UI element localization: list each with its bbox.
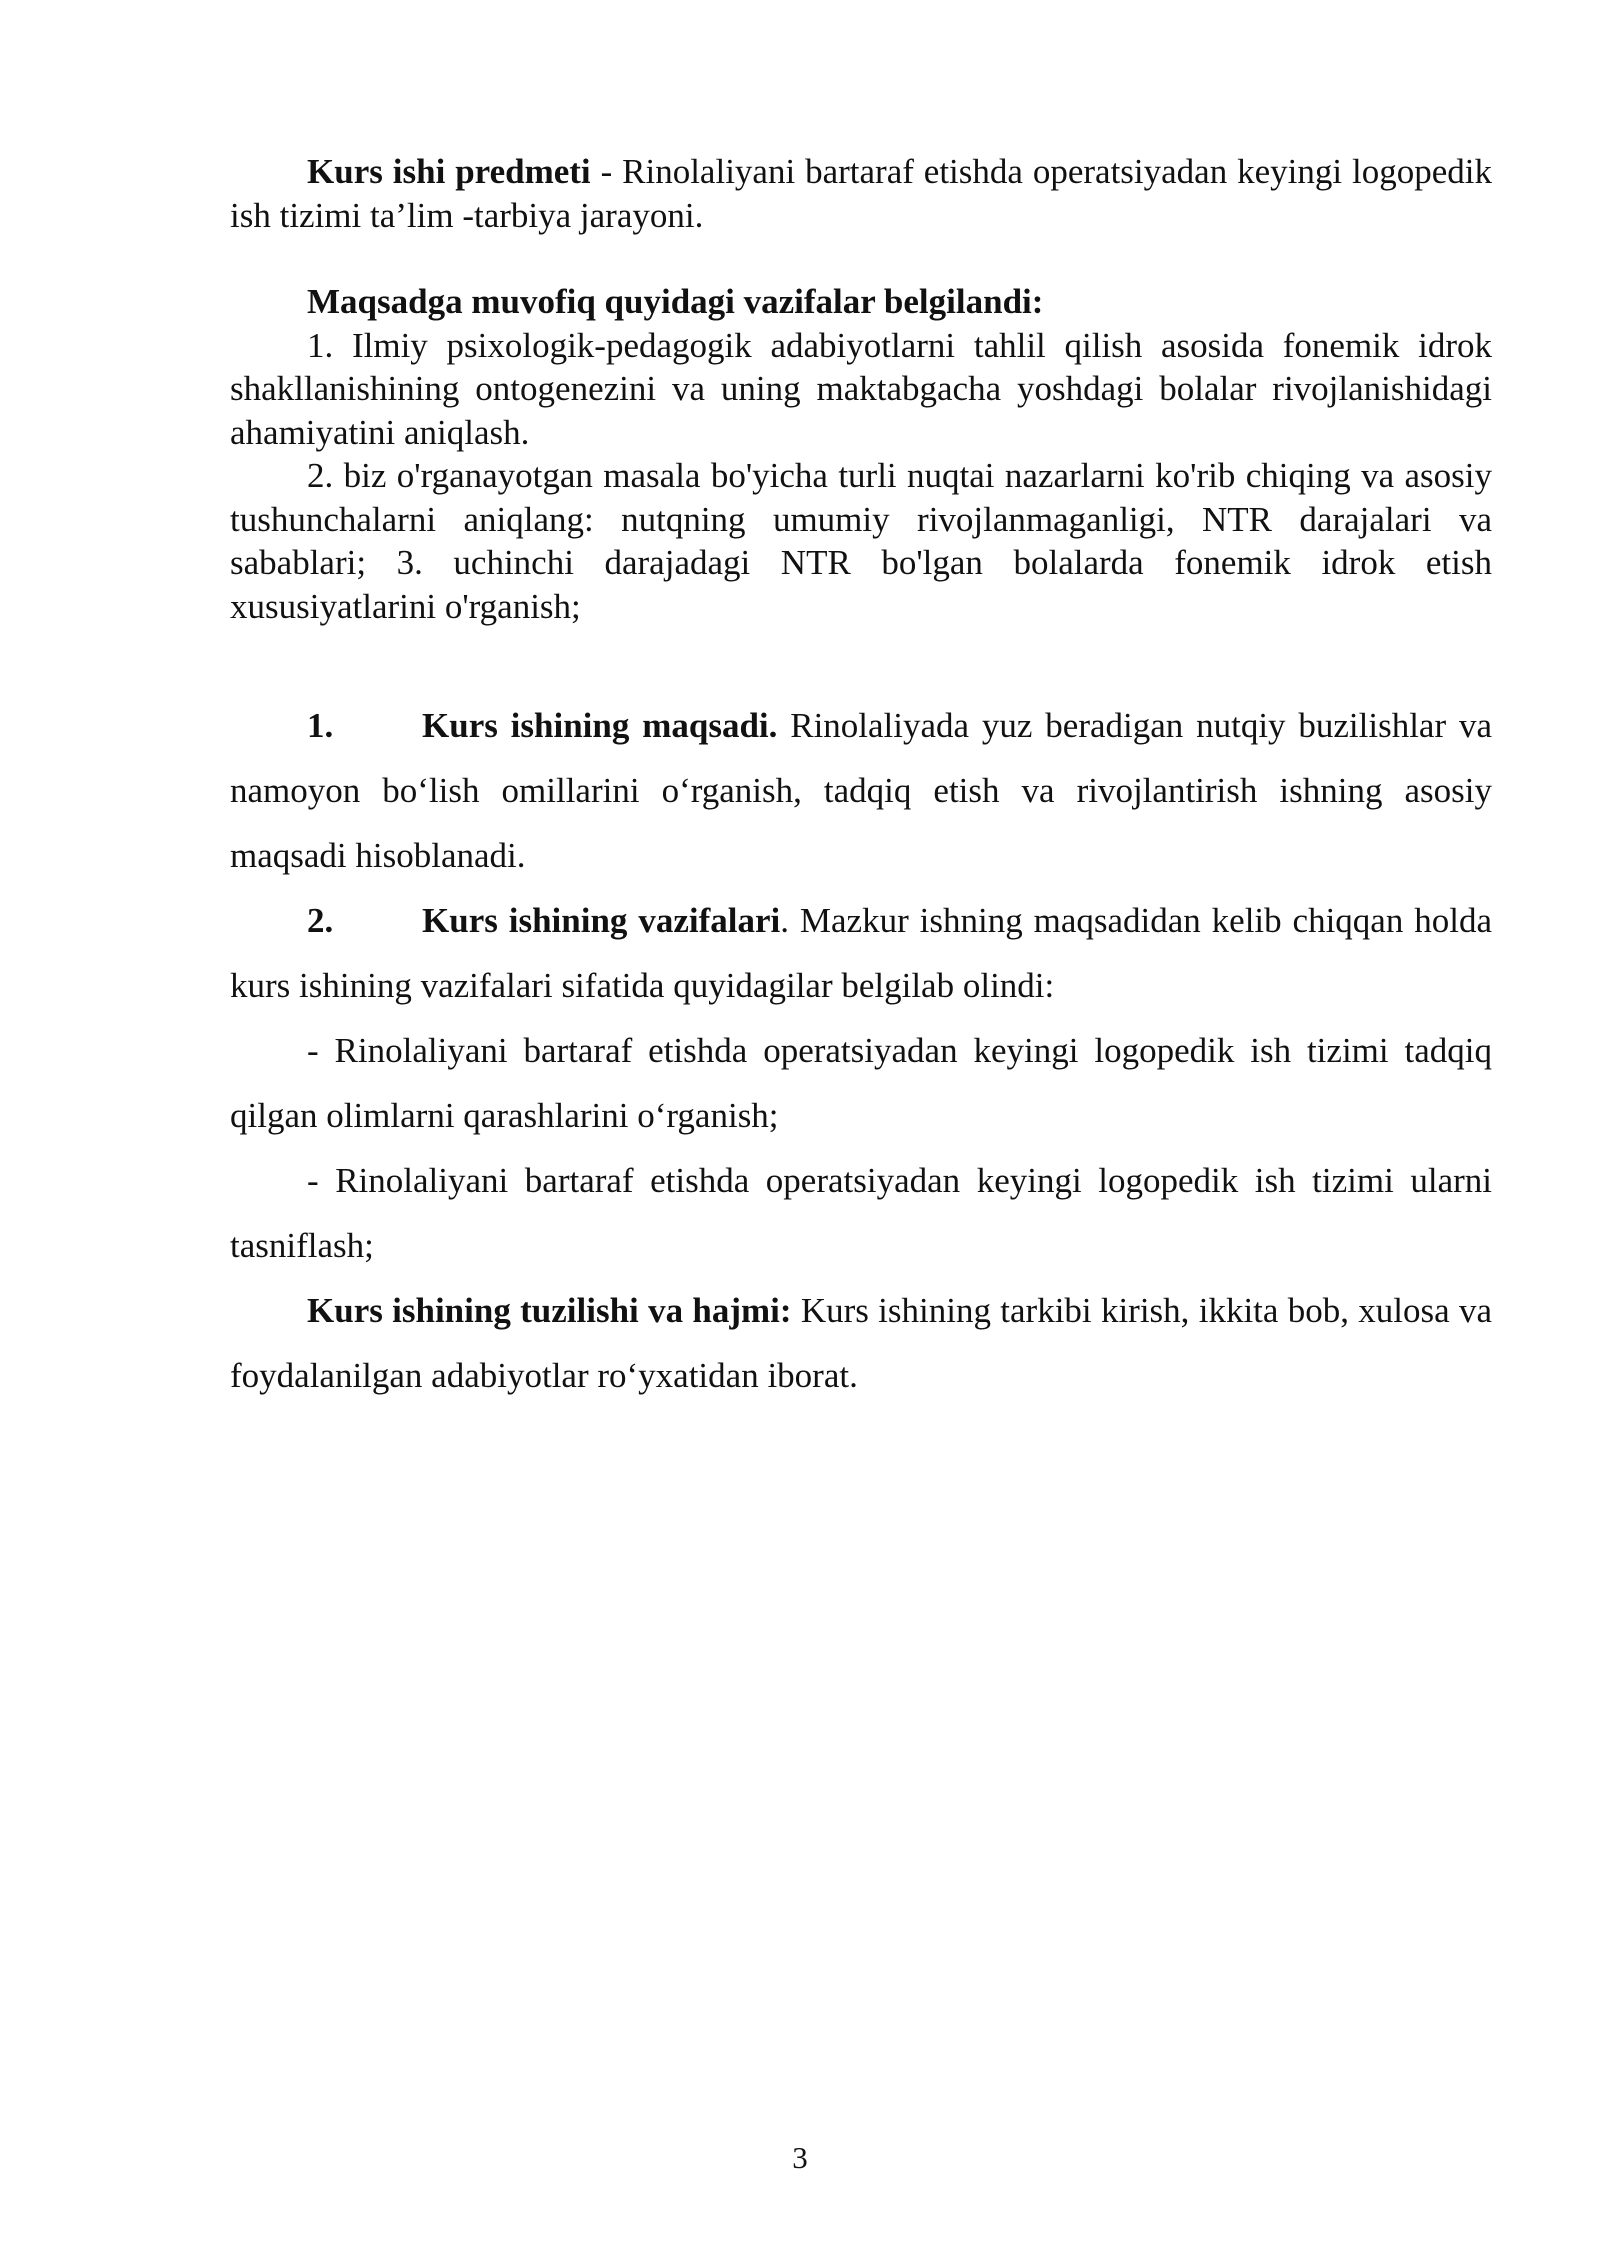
- structure-text: Kurs ishining tarkibi kirish, ikkita bob, xulosa va foydalanilgan adabiyotlar ro‘yxatidan iborat.: [230, 1291, 1492, 1395]
- objectives-number: 2.: [307, 901, 334, 940]
- subject-paragraph: [230, 150, 1492, 237]
- page-content: [230, 150, 1492, 1408]
- structure-label: Kurs ishining tuzilishi va hajmi:: [307, 1291, 792, 1330]
- objectives-label: Kurs ishining vazifalari: [422, 901, 781, 940]
- objectives-text: . Mazkur ishning maqsadidan kelib chiqqan holda kurs ishining vazifalari sifatida quyidagilar belgilab olindi:: [230, 901, 1492, 1005]
- objectives-paragraph: [230, 888, 1492, 1018]
- spacer: [230, 628, 1492, 693]
- bullet-item-2: - Rinolaliyani bartaraf etishda operatsiyadan keyingi logopedik ish tizimi ularni tasniflash;: [230, 1161, 1492, 1265]
- task-item-1: 1. Ilmiy psixologik-pedagogik adabiyotlarni tahlil qilish asosida fonemik idrok shakllanishining ontogenezini va uning maktabgacha yoshdagi bolalar rivojlanishidagi ahamiyatini aniqlash.: [230, 325, 1492, 452]
- tasks-heading-text: Maqsadga muvofiq quyidagi vazifalar belgilandi:: [307, 282, 1044, 321]
- tasks-heading: [230, 280, 1492, 324]
- structure-paragraph: [230, 1278, 1492, 1408]
- subject-label: Kurs ishi predmeti: [307, 152, 591, 191]
- task-item-2: 2. biz o'rganayotgan masala bo'yicha turli nuqtai nazarlarni ko'rib chiqing va asosiy tushunchalarni aniqlang: nutqning umumiy rivojlanmaganligi, NTR darajalari va sabablari; 3. uchinchi darajadagi NTR bo'lgan bolalarda fonemik idrok etish xususiyatlarini o'rganish;: [230, 456, 1492, 626]
- goal-text: Rinolaliyada yuz beradigan nutqiy buzilishlar va namoyon bo‘lish omillarini o‘rganish, tadqiq etish va rivojlantirish ishning asosiy maqsadi hisoblanadi.: [230, 706, 1492, 875]
- goal-number: 1.: [307, 706, 334, 745]
- bullet-item-1: - Rinolaliyani bartaraf etishda operatsiyadan keyingi logopedik ish tizimi tadqiq qilgan olimlarni qarashlarini o‘rganish;: [230, 1031, 1492, 1135]
- page-number: 3: [792, 2140, 808, 2175]
- spacer: [230, 237, 1492, 280]
- goal-label: Kurs ishining maqsadi.: [422, 706, 778, 745]
- goal-paragraph: [230, 693, 1492, 888]
- subject-text: - Rinolaliyani bartaraf etishda operatsiyadan keyingi logopedik ish tizimi ta’lim -tarbiya jarayoni.: [230, 152, 1492, 235]
